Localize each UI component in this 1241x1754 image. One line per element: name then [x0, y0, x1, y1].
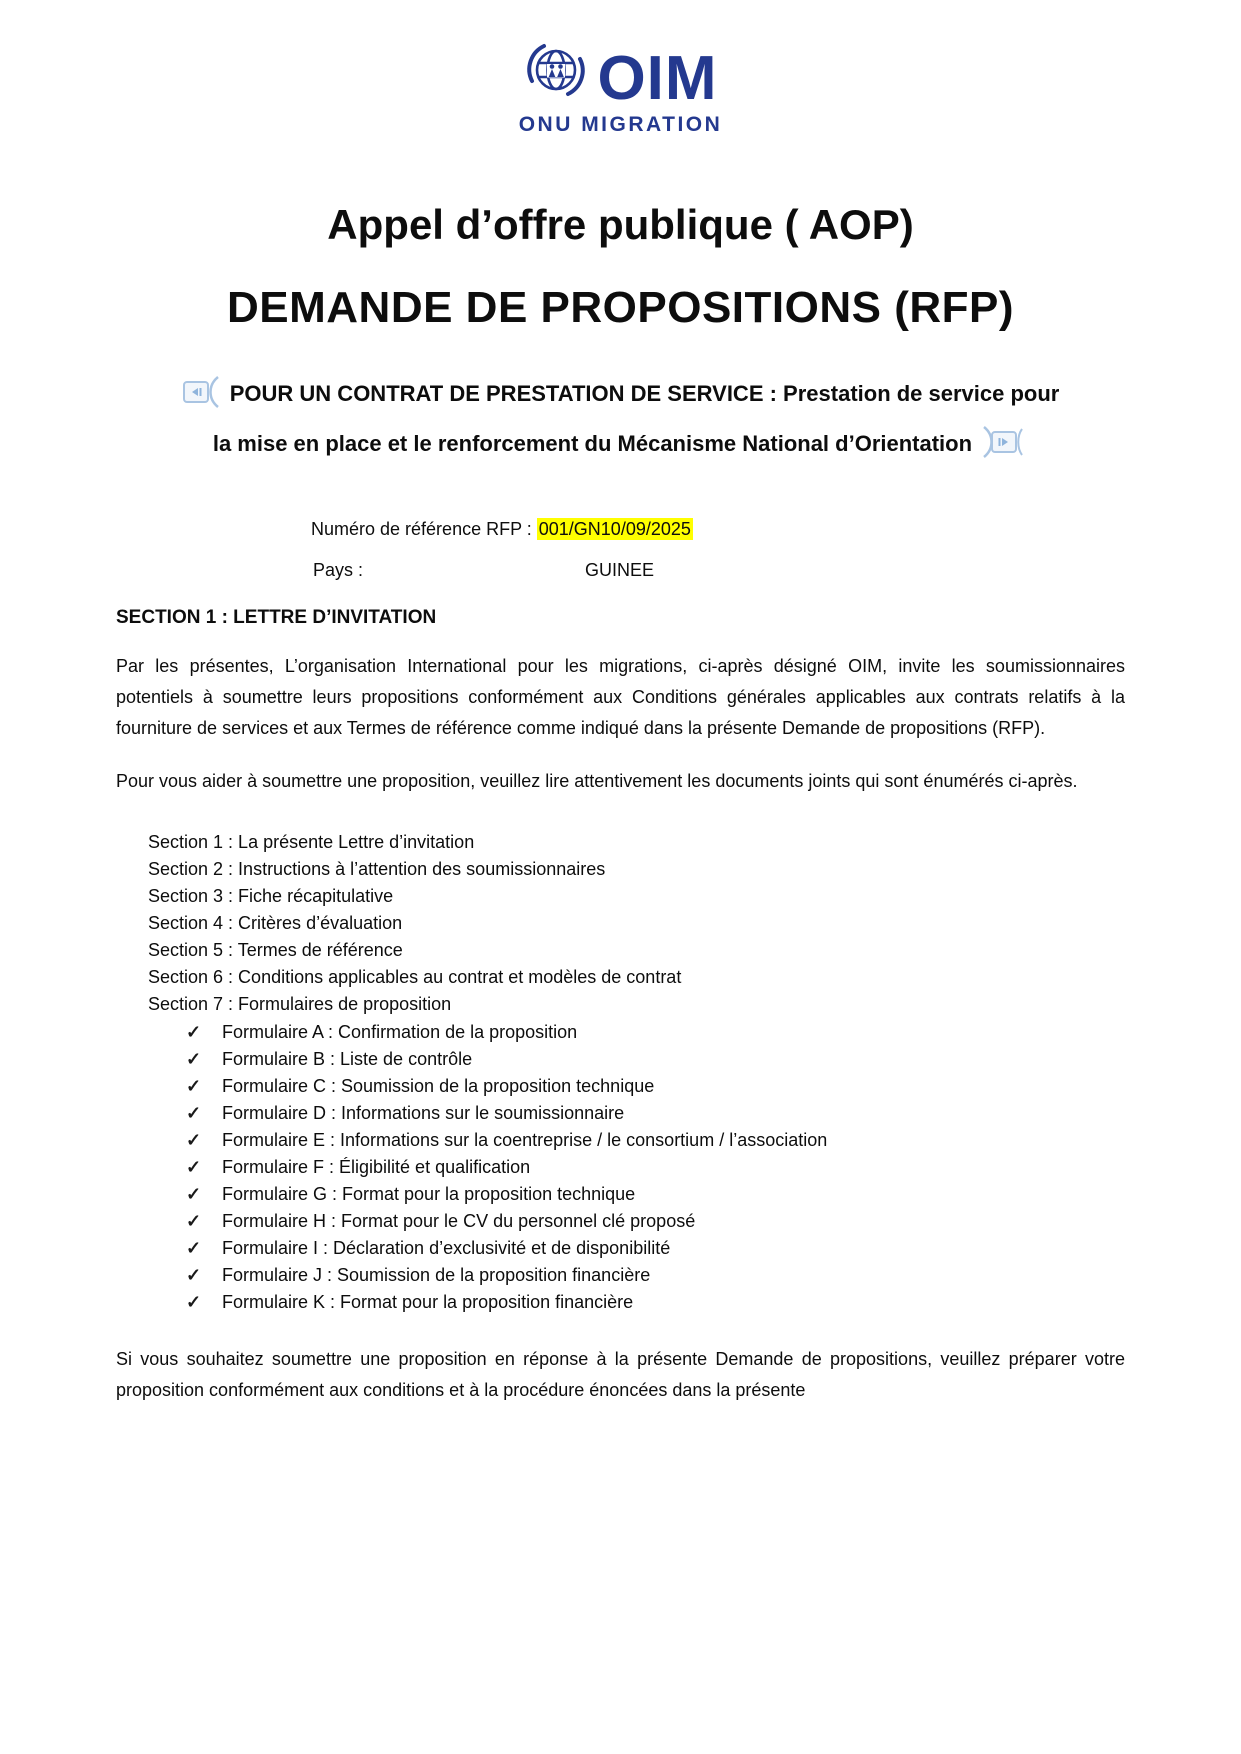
checklist-item-formulaire-i: [186, 1235, 1241, 1262]
check-icon: ✓: [186, 1075, 202, 1096]
globe-migration-icon: [523, 36, 589, 107]
reference-line: [311, 519, 1241, 540]
oim-logo: [519, 36, 723, 137]
logo-acronym: OIM: [597, 44, 718, 114]
check-icon: ✓: [186, 1129, 202, 1150]
sections-list: [148, 829, 1241, 1018]
check-icon: ✓: [186, 1237, 202, 1258]
document-title: Appel d’offre publique ( AOP): [327, 201, 914, 248]
list-item-section-1: Section 1 : La présente Lettre d’invitation: [148, 831, 475, 852]
checklist-item-label: Formulaire K : Format pour la proposition financière: [222, 1291, 634, 1312]
checklist-item-formulaire-k: [186, 1289, 1241, 1316]
logo-tagline: ONU MIGRATION: [518, 113, 723, 136]
checklist-item-label: Formulaire A : Confirmation de la proposition: [222, 1021, 578, 1042]
list-item-section-5: Section 5 : Termes de référence: [148, 939, 403, 960]
document-subtitle-rfp: DEMANDE DE PROPOSITIONS (RFP): [227, 283, 1014, 332]
checklist-item-formulaire-a: [186, 1019, 1241, 1046]
paragraph-closing: Si vous souhaitez soumettre une proposition en réponse à la présente Demande de propositions, veuillez préparer votre proposition conformément aux conditions et à la procédure énoncées dans la présente: [116, 1348, 1125, 1400]
country-label: Pays :: [313, 559, 364, 580]
checklist-item-formulaire-g: [186, 1181, 1241, 1208]
section-1-heading: SECTION 1 : LETTRE D’INVITATION: [116, 606, 437, 628]
paragraph-help: Pour vous aider à soumettre une proposition, veuillez lire attentivement les documents joints qui sont énumérés ci-après.: [116, 770, 1078, 791]
check-icon: ✓: [186, 1102, 202, 1123]
checklist-item-formulaire-c: [186, 1073, 1241, 1100]
checklist-item-label: Formulaire D : Informations sur le soumissionnaire: [222, 1102, 625, 1123]
list-item-section-7: Section 7 : Formulaires de proposition: [148, 993, 452, 1014]
paragraph-invitation: Par les présentes, L’organisation International pour les migrations, ci-après désigné OIM, invite les soumissionnaires potentiels à soumettre leurs propositions conformément aux Conditions générales applicables aux contrats relatifs à la fourniture de services et aux Termes de référence comme indiqué dans la présente Demande de propositions (RFP).: [116, 655, 1125, 738]
list-item-section-3: Section 3 : Fiche récapitulative: [148, 885, 394, 906]
list-item-section-6: Section 6 : Conditions applicables au contrat et modèles de contrat: [148, 966, 682, 987]
checklist-item-label: Formulaire F : Éligibilité et qualification: [222, 1156, 531, 1177]
checklist-item-label: Formulaire H : Format pour le CV du personnel clé proposé: [222, 1210, 696, 1231]
checklist-item-formulaire-h: [186, 1208, 1241, 1235]
checklist-item-label: Formulaire B : Liste de contrôle: [222, 1048, 473, 1069]
check-icon: ✓: [186, 1156, 202, 1177]
checklist-item-label: Formulaire E : Informations sur la coentreprise / le consortium / l’association: [222, 1129, 828, 1150]
check-icon: ✓: [186, 1183, 202, 1204]
checklist-item-label: Formulaire C : Soumission de la proposition technique: [222, 1075, 655, 1096]
checklist-item-label: Formulaire G : Format pour la proposition technique: [222, 1183, 636, 1204]
check-icon: ✓: [186, 1291, 202, 1312]
reference-label: Numéro de référence RFP :: [311, 518, 537, 539]
reference-value: 001/GN10/09/2025: [538, 518, 691, 539]
contract-subtitle-line2: la mise en place et le renforcement du Mécanisme National d’Orientation: [212, 430, 973, 456]
contract-subtitle: [81, 373, 1161, 473]
contract-subtitle-line1: POUR UN CONTRAT DE PRESTATION DE SERVICE : Prestation de service pour: [229, 381, 1060, 406]
check-icon: ✓: [186, 1048, 202, 1069]
checklist-item-label: Formulaire I : Déclaration d’exclusivité et de disponibilité: [222, 1237, 671, 1258]
checklist-item-formulaire-d: [186, 1100, 1241, 1127]
checklist-item-label: Formulaire J : Soumission de la proposition financière: [222, 1264, 651, 1285]
country-value: GUINEE: [585, 559, 655, 580]
checklist-item-formulaire-j: [186, 1262, 1241, 1289]
check-icon: ✓: [186, 1021, 202, 1042]
content-control-start-icon: [182, 388, 230, 413]
formulaires-checklist: [186, 1019, 1241, 1316]
content-control-end-icon: [972, 438, 1028, 463]
checklist-item-formulaire-b: [186, 1046, 1241, 1073]
checklist-item-formulaire-f: [186, 1154, 1241, 1181]
checklist-item-formulaire-e: [186, 1127, 1241, 1154]
list-item-section-2: Section 2 : Instructions à l’attention des soumissionnaires: [148, 858, 606, 879]
list-item-section-4: Section 4 : Critères d’évaluation: [148, 912, 403, 933]
check-icon: ✓: [186, 1264, 202, 1285]
country-line: [313, 560, 1241, 581]
check-icon: ✓: [186, 1210, 202, 1231]
